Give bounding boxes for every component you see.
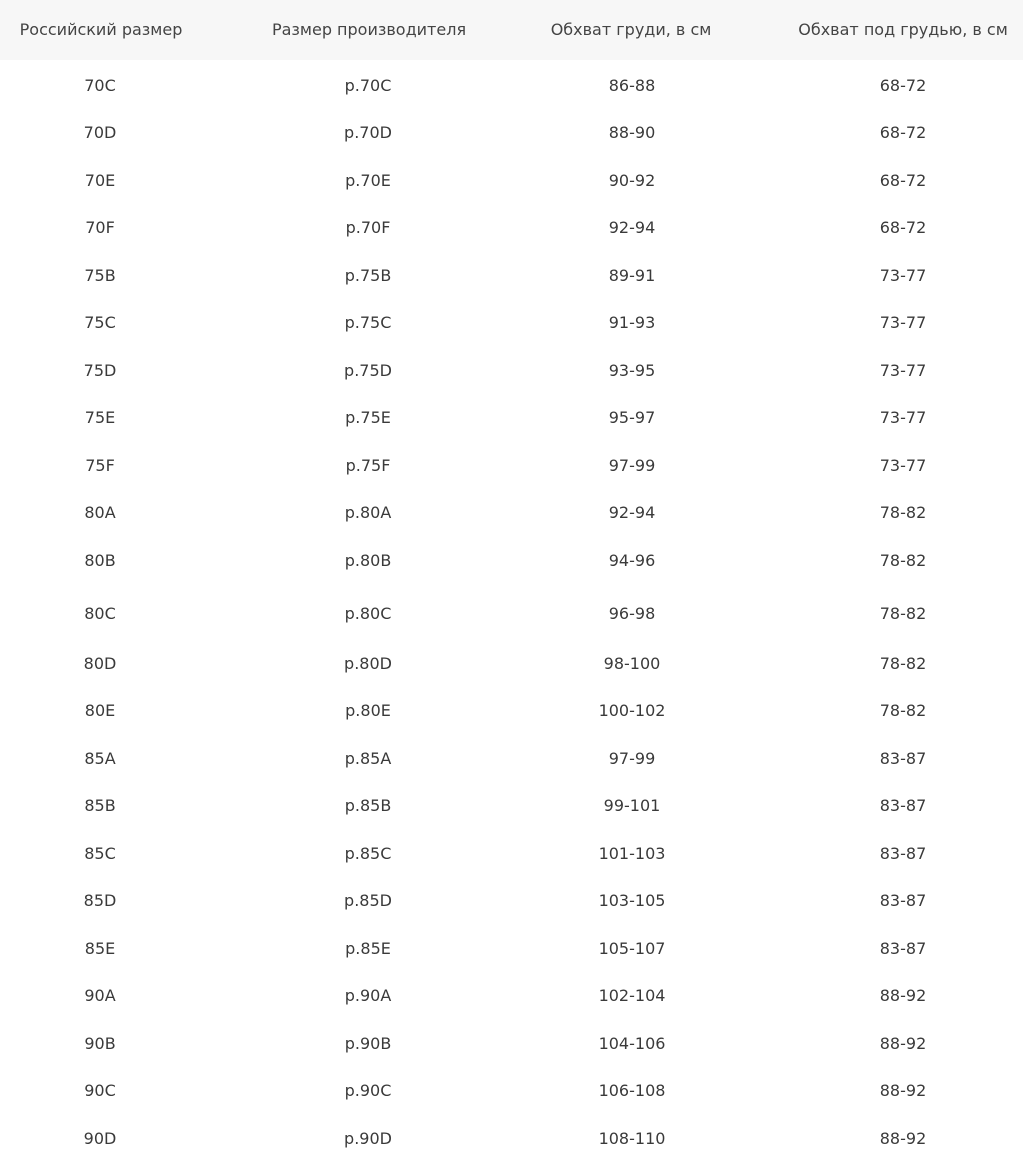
- cell-russian-size: 90B: [84, 1034, 116, 1053]
- cell-bust: 97-99: [608, 749, 656, 768]
- cell-manufacturer-size: р.75В: [344, 266, 392, 285]
- cell-russian-size: 75B: [84, 266, 116, 285]
- cell-bust: 86-88: [608, 76, 656, 95]
- cell-manufacturer-size: р.80А: [344, 503, 392, 522]
- cell-manufacturer-size: р.85Е: [345, 939, 391, 958]
- cell-manufacturer-size: р.75D: [344, 361, 392, 380]
- cell-underbust: 78-82: [879, 654, 927, 673]
- cell-russian-size: 90C: [84, 1081, 116, 1100]
- cell-russian-size: 90A: [84, 986, 116, 1005]
- cell-manufacturer-size: р.75F: [345, 456, 391, 475]
- cell-bust: 94-96: [608, 551, 656, 570]
- cell-manufacturer-size: р.85С: [344, 844, 392, 863]
- cell-underbust: 83-87: [879, 749, 927, 768]
- cell-russian-size: 75F: [85, 456, 115, 475]
- cell-bust: 106-108: [598, 1081, 666, 1100]
- header-bust-circumference: Обхват груди, в см: [550, 20, 712, 39]
- cell-manufacturer-size: р.75С: [344, 313, 392, 332]
- cell-underbust: 83-87: [879, 939, 927, 958]
- cell-underbust: 78-82: [879, 551, 927, 570]
- cell-manufacturer-size: р.80С: [344, 604, 392, 623]
- cell-russian-size: 80E: [84, 701, 116, 720]
- cell-manufacturer-size: р.85D: [344, 891, 392, 910]
- cell-russian-size: 75D: [83, 361, 117, 380]
- cell-underbust: 88-92: [879, 1129, 927, 1148]
- cell-russian-size: 70F: [85, 218, 115, 237]
- cell-bust: 88-90: [608, 123, 656, 142]
- cell-bust: 97-99: [608, 456, 656, 475]
- cell-bust: 101-103: [598, 844, 666, 863]
- cell-bust: 103-105: [598, 891, 666, 910]
- cell-manufacturer-size: р.90А: [344, 986, 392, 1005]
- cell-russian-size: 80B: [84, 551, 116, 570]
- cell-manufacturer-size: р.80D: [344, 654, 392, 673]
- cell-manufacturer-size: р.70F: [345, 218, 391, 237]
- cell-russian-size: 85C: [84, 844, 116, 863]
- cell-underbust: 68-72: [879, 76, 927, 95]
- cell-bust: 92-94: [608, 503, 656, 522]
- cell-manufacturer-size: р.70Е: [345, 171, 391, 190]
- cell-bust: 98-100: [603, 654, 661, 673]
- cell-manufacturer-size: р.90С: [344, 1081, 392, 1100]
- cell-bust: 104-106: [598, 1034, 666, 1053]
- cell-bust: 96-98: [608, 604, 656, 623]
- cell-manufacturer-size: р.90В: [344, 1034, 392, 1053]
- cell-manufacturer-size: р.70D: [344, 123, 392, 142]
- cell-underbust: 68-72: [879, 218, 927, 237]
- cell-manufacturer-size: р.75Е: [345, 408, 391, 427]
- cell-bust: 102-104: [598, 986, 666, 1005]
- header-russian-size: Российский размер: [19, 20, 183, 39]
- cell-russian-size: 85B: [84, 796, 116, 815]
- cell-manufacturer-size: р.80В: [344, 551, 392, 570]
- cell-bust: 93-95: [608, 361, 656, 380]
- cell-underbust: 83-87: [879, 891, 927, 910]
- header-underbust-circumference: Обхват под грудью, в см: [798, 20, 1008, 39]
- cell-underbust: 83-87: [879, 796, 927, 815]
- cell-bust: 89-91: [608, 266, 656, 285]
- cell-underbust: 78-82: [879, 503, 927, 522]
- header-manufacturer-size: Размер производителя: [271, 20, 467, 39]
- cell-underbust: 73-77: [879, 456, 927, 475]
- cell-bust: 99-101: [603, 796, 661, 815]
- cell-manufacturer-size: р.80Е: [345, 701, 391, 720]
- cell-bust: 105-107: [598, 939, 666, 958]
- cell-russian-size: 70D: [83, 123, 117, 142]
- cell-manufacturer-size: р.90D: [344, 1129, 392, 1148]
- cell-russian-size: 85D: [83, 891, 117, 910]
- cell-manufacturer-size: р.70С: [344, 76, 392, 95]
- cell-underbust: 78-82: [879, 701, 927, 720]
- cell-russian-size: 80A: [84, 503, 116, 522]
- cell-russian-size: 85E: [84, 939, 116, 958]
- cell-underbust: 83-87: [879, 844, 927, 863]
- cell-russian-size: 75C: [84, 313, 116, 332]
- cell-underbust: 73-77: [879, 266, 927, 285]
- cell-russian-size: 80C: [84, 604, 116, 623]
- cell-bust: 108-110: [598, 1129, 666, 1148]
- cell-underbust: 73-77: [879, 408, 927, 427]
- cell-russian-size: 90D: [83, 1129, 117, 1148]
- cell-russian-size: 85A: [84, 749, 116, 768]
- cell-russian-size: 75E: [84, 408, 116, 427]
- cell-underbust: 68-72: [879, 123, 927, 142]
- cell-manufacturer-size: р.85А: [344, 749, 392, 768]
- cell-russian-size: 70C: [84, 76, 116, 95]
- cell-manufacturer-size: р.85В: [344, 796, 392, 815]
- cell-bust: 100-102: [598, 701, 666, 720]
- cell-underbust: 73-77: [879, 361, 927, 380]
- cell-bust: 91-93: [608, 313, 656, 332]
- cell-russian-size: 80D: [83, 654, 117, 673]
- cell-bust: 90-92: [608, 171, 656, 190]
- cell-bust: 95-97: [608, 408, 656, 427]
- cell-underbust: 88-92: [879, 1034, 927, 1053]
- cell-underbust: 68-72: [879, 171, 927, 190]
- cell-underbust: 88-92: [879, 986, 927, 1005]
- cell-russian-size: 70E: [84, 171, 116, 190]
- cell-underbust: 78-82: [879, 604, 927, 623]
- cell-bust: 92-94: [608, 218, 656, 237]
- cell-underbust: 73-77: [879, 313, 927, 332]
- cell-underbust: 88-92: [879, 1081, 927, 1100]
